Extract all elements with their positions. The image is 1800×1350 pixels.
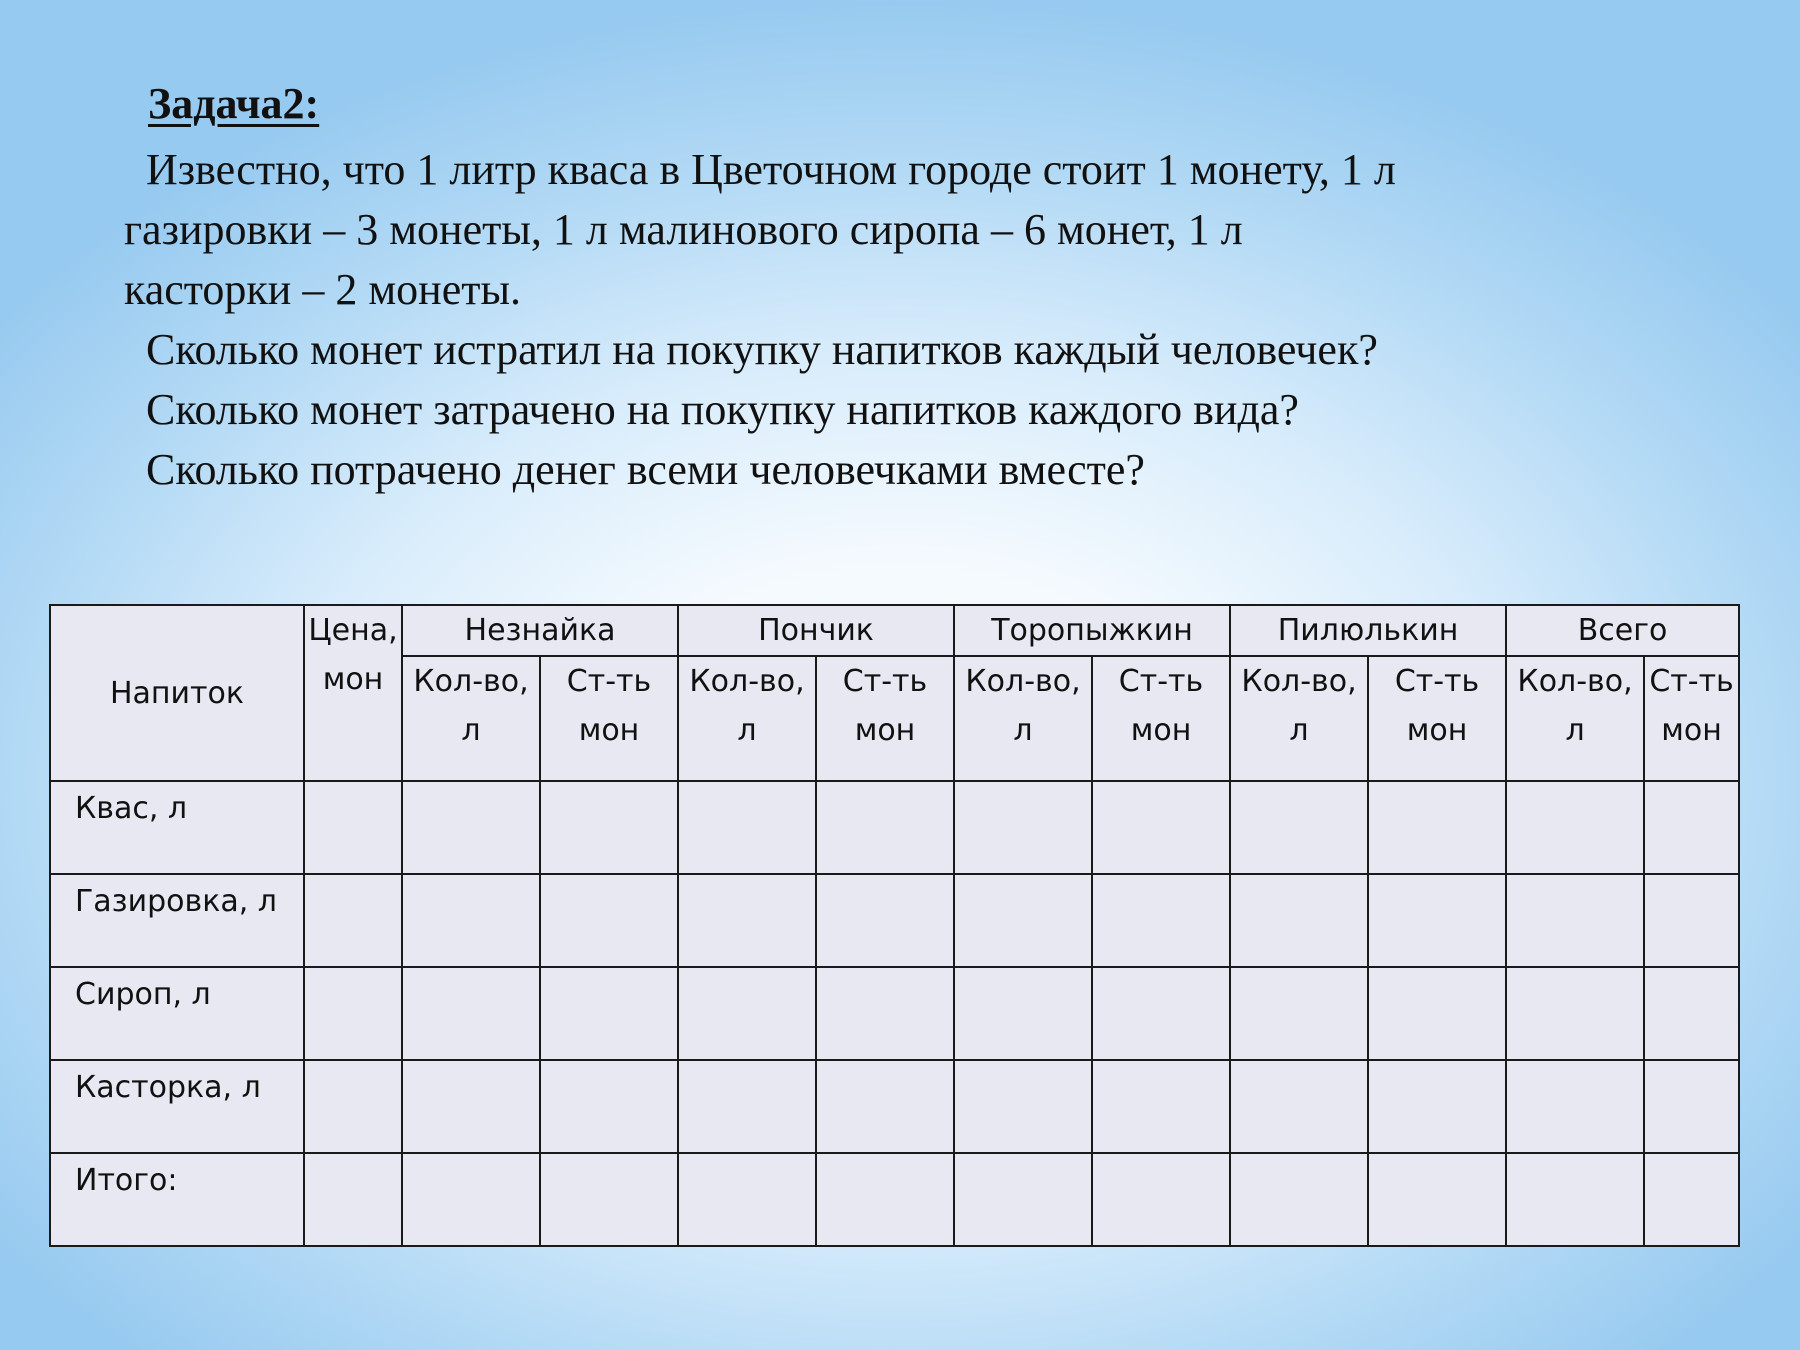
cost-header-line-2: мон <box>1661 713 1722 748</box>
qty-header <box>402 656 540 781</box>
group-header-neznayka: Незнайка <box>402 605 678 656</box>
qty-header-line-2: л <box>461 713 481 748</box>
empty-cell <box>402 1060 540 1153</box>
qty-header-line-2: л <box>1013 713 1033 748</box>
empty-cell <box>816 781 954 874</box>
cost-header <box>1368 656 1506 781</box>
empty-cell <box>954 967 1092 1060</box>
empty-cell <box>540 781 678 874</box>
row-label: Газировка, л <box>50 874 304 967</box>
empty-cell <box>1230 1060 1368 1153</box>
cost-header-line-1: Ст-ть <box>842 664 928 699</box>
empty-cell <box>1092 1153 1230 1246</box>
empty-cell <box>678 1153 816 1246</box>
empty-cell <box>954 1060 1092 1153</box>
empty-cell <box>816 1060 954 1153</box>
empty-cell <box>1644 1060 1739 1153</box>
qty-header-line-2: л <box>1565 713 1585 748</box>
empty-cell <box>678 874 816 967</box>
empty-cell <box>1092 967 1230 1060</box>
empty-cell <box>1644 874 1739 967</box>
empty-cell <box>678 781 816 874</box>
qty-header-line-1: Кол-во, <box>1517 664 1633 699</box>
empty-cell <box>304 874 402 967</box>
cost-header-line-2: мон <box>1406 713 1468 748</box>
task-line-3: касторки – 2 монеты. <box>124 265 522 314</box>
qty-header <box>954 656 1092 781</box>
cost-header <box>540 656 678 781</box>
table-row <box>50 781 1739 874</box>
qty-header <box>1506 656 1644 781</box>
row-label: Касторка, л <box>50 1060 304 1153</box>
empty-cell <box>1644 781 1739 874</box>
empty-cell <box>816 1153 954 1246</box>
empty-cell <box>1230 781 1368 874</box>
qty-header-line-1: Кол-во, <box>1241 664 1357 699</box>
drinks-table <box>49 604 1740 1247</box>
empty-cell <box>954 781 1092 874</box>
table-row <box>50 1060 1739 1153</box>
empty-cell <box>1368 1060 1506 1153</box>
table-row <box>50 1153 1739 1246</box>
cost-header-line-2: мон <box>854 713 916 748</box>
question-2: Сколько монет затрачено на покупку напитков каждого вида? <box>146 385 1299 434</box>
empty-cell <box>402 781 540 874</box>
qty-header-line-1: Кол-во, <box>965 664 1081 699</box>
empty-cell <box>1368 874 1506 967</box>
empty-cell <box>1644 1153 1739 1246</box>
empty-cell <box>1506 1153 1644 1246</box>
empty-cell <box>1092 781 1230 874</box>
empty-cell <box>1368 1153 1506 1246</box>
qty-header <box>1230 656 1368 781</box>
empty-cell <box>304 967 402 1060</box>
cost-header-line-2: мон <box>578 713 640 748</box>
row-label: Итого: <box>50 1153 304 1246</box>
question-1: Сколько монет истратил на покупку напитков каждый человечек? <box>146 325 1378 374</box>
group-header-total: Всего <box>1506 605 1739 656</box>
empty-cell <box>1230 967 1368 1060</box>
group-header-toropyzhkin: Торопыжкин <box>954 605 1230 656</box>
empty-cell <box>816 967 954 1060</box>
task-line-2: газировки – 3 монеты, 1 л малинового сиропа – 6 монет, 1 л <box>124 205 1243 254</box>
cost-header-line-1: Ст-ть <box>566 664 652 699</box>
table-row <box>50 874 1739 967</box>
empty-cell <box>304 781 402 874</box>
drink-header: Напиток <box>50 605 304 781</box>
cost-header-line-1: Ст-ть <box>1649 664 1734 699</box>
cost-header <box>816 656 954 781</box>
empty-cell <box>402 874 540 967</box>
task-text <box>0 0 1800 520</box>
empty-cell <box>1092 1060 1230 1153</box>
table-row <box>50 967 1739 1060</box>
empty-cell <box>540 1060 678 1153</box>
empty-cell <box>1506 874 1644 967</box>
price-header-line-1: Цена, <box>308 613 398 648</box>
empty-cell <box>540 967 678 1060</box>
empty-cell <box>304 1060 402 1153</box>
task-line-1: Известно, что 1 литр кваса в Цветочном городе стоит 1 монету, 1 л <box>146 145 1396 194</box>
qty-header-line-1: Кол-во, <box>413 664 529 699</box>
row-label: Сироп, л <box>50 967 304 1060</box>
empty-cell <box>1506 1060 1644 1153</box>
qty-header-line-2: л <box>1289 713 1309 748</box>
empty-cell <box>678 967 816 1060</box>
empty-cell <box>954 874 1092 967</box>
question-3: Сколько потрачено денег всеми человечками вместе? <box>146 445 1145 494</box>
cost-header-line-1: Ст-ть <box>1118 664 1204 699</box>
empty-cell <box>540 1153 678 1246</box>
empty-cell <box>402 967 540 1060</box>
empty-cell <box>540 874 678 967</box>
price-header-line-2: мон <box>322 662 384 697</box>
cost-header-line-2: мон <box>1130 713 1192 748</box>
qty-header <box>678 656 816 781</box>
empty-cell <box>816 874 954 967</box>
empty-cell <box>1092 874 1230 967</box>
empty-cell <box>954 1153 1092 1246</box>
qty-header-line-1: Кол-во, <box>689 664 805 699</box>
empty-cell <box>1506 781 1644 874</box>
group-header-ponchik: Пончик <box>678 605 954 656</box>
cost-header <box>1092 656 1230 781</box>
cost-header-line-1: Ст-ть <box>1394 664 1480 699</box>
cost-header <box>1644 656 1739 781</box>
qty-header-line-2: л <box>737 713 757 748</box>
empty-cell <box>678 1060 816 1153</box>
empty-cell <box>1644 967 1739 1060</box>
task-title: Задача2: <box>148 79 320 128</box>
empty-cell <box>1368 967 1506 1060</box>
empty-cell <box>1506 967 1644 1060</box>
empty-cell <box>1368 781 1506 874</box>
header-row-groups <box>50 605 1739 656</box>
empty-cell <box>304 1153 402 1246</box>
row-label: Квас, л <box>50 781 304 874</box>
empty-cell <box>402 1153 540 1246</box>
empty-cell <box>1230 1153 1368 1246</box>
empty-cell <box>1230 874 1368 967</box>
group-header-pilyulkin: Пилюлькин <box>1230 605 1506 656</box>
price-header <box>304 605 402 781</box>
